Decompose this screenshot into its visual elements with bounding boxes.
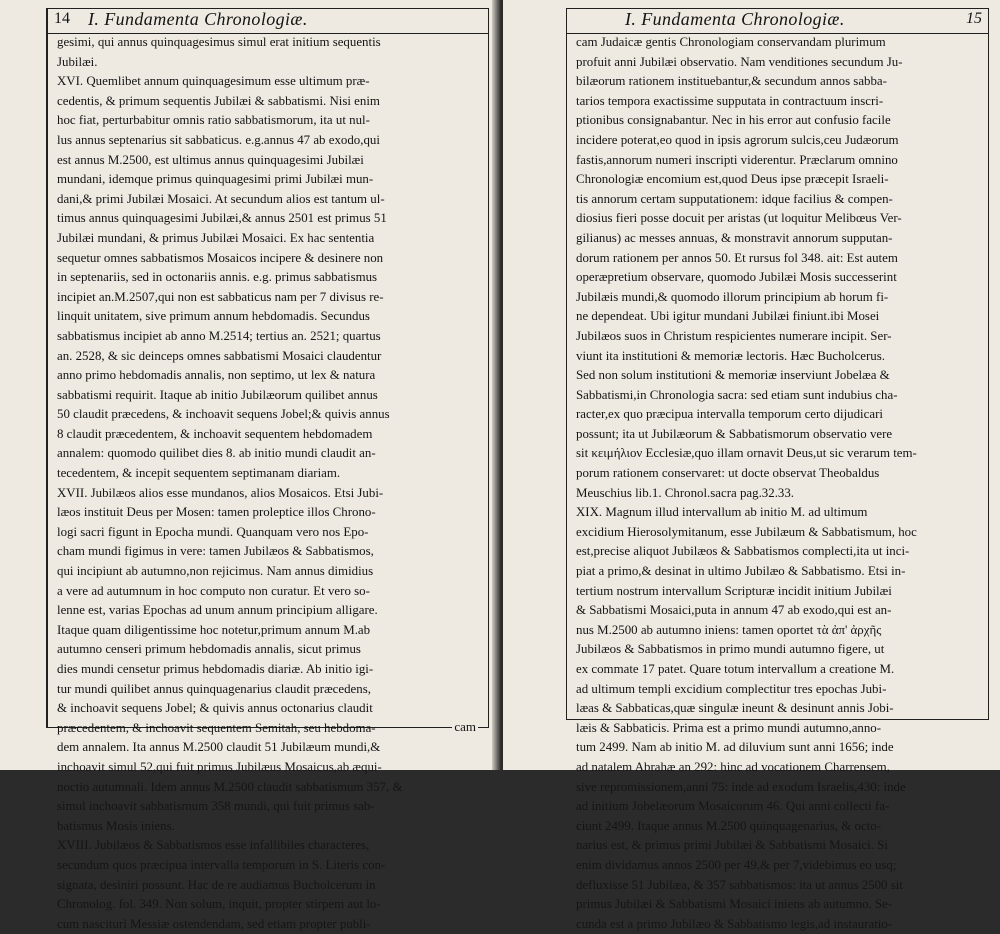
- text-line: tecedentem, & incepit sequentem septimanam diariam.: [57, 466, 341, 481]
- text-line: læos instituit Deus per Mosen: tamen proleptice illos Chrono-: [57, 505, 376, 520]
- right-text-frame: [566, 8, 989, 931]
- text-line: cedentis, & primum sequentis Jubilæi & sabbatismi. Nisi enim: [57, 93, 380, 108]
- left-page: [0, 0, 497, 931]
- text-line: noctio autumnali. Idem annus M.2500 claudit sabbatismum 357, &: [57, 779, 403, 794]
- text-line: anno primo hebdomadis annalis, non septimo, ut lex & natura: [57, 368, 376, 383]
- right-running-title: I. Fundamenta Chronologiæ.: [625, 9, 845, 29]
- text-line: Sabbatismi,in Chronologia sacra: sed etiam sunt indubius cha-: [576, 387, 898, 402]
- text-line: an. 2528, & sic deinceps omnes sabbatismi Mosaici claudentur: [57, 348, 382, 363]
- text-line: cham mundi figimus in vere: tamen Jubilæos & Sabbatismos,: [57, 544, 374, 559]
- text-line: incidere poterat,eo quod in ipsis agrorum sulcis,ceu Judæorum: [576, 132, 899, 147]
- text-line: possunt; ita ut Jubilæorum & Sabbatismorum observatio vere: [576, 426, 893, 441]
- text-line: incipiet an.M.2507,qui non est sabbaticus nam per 7 divisus re-: [57, 289, 384, 304]
- text-line: Jubilæi.: [57, 54, 98, 69]
- text-line: Chronolog. fol. 349. Non solum, inquit, propter stirpem aut lo-: [57, 897, 381, 912]
- right-page-body: [576, 33, 980, 934]
- text-line: & Sabbatismi Mosaici,puta in annum 47 ab exodo,qui est an-: [576, 603, 892, 618]
- text-line: cum nasciturì Messiæ ostendendam, sed etiam propter publi-: [57, 916, 371, 931]
- left-text-frame: [46, 8, 489, 931]
- text-line: tur mundi quilibet annus quinquagenarius claudit præcedens,: [57, 681, 371, 696]
- text-line: logi sacri figunt in Epocha mundi. Quanquam vero nos Epo-: [57, 524, 369, 539]
- text-line: 8 claudit præcedentem, & inchoavit sequentem hebdomadem: [57, 426, 373, 441]
- text-line: est annus M.2500, est ultimus annus quinquagesimi Jubilæi: [57, 152, 364, 167]
- text-line: piat a primo,& desinat in ultimo Jubilæo & Sabbatismo. Etsi in-: [576, 564, 906, 579]
- text-line: lenne est, varias Epochas ad unum annum principium alligare.: [57, 603, 378, 618]
- text-line: hoc fiat, perturbabitur omnis ratio sabbatismorum, ita ut nul-: [57, 113, 370, 128]
- text-line: defluxisse 51 Jubilæa, & 357 sabbatismos: ita ut annus 2500 sit: [576, 877, 903, 892]
- text-line: secundum quos præcipua intervalla temporum in S. Literis con-: [57, 857, 386, 872]
- text-line: nus M.2500 ab autumno iniens: tamen oportet τὰ ἀπ' ἀρχῆς: [576, 622, 882, 637]
- text-line: sive repromissionem,anni 75: inde ad exodum Israelis,430: inde: [576, 779, 906, 794]
- text-line: timus annus quinquagesimi Jubilæi,& annus 2501 est primus 51: [57, 211, 387, 226]
- text-line: læis & Sabbaticis. Prima est a primo mundi autumno,anno-: [576, 720, 882, 735]
- catchword: cam: [454, 719, 476, 734]
- text-line: linquit unitatem, sive primum annum hebdomadis. Secundus: [57, 309, 370, 324]
- text-line: autumno censeri primum hebdomadis annalis, sicut primus: [57, 642, 361, 657]
- text-line: sit κειμήλιον Ecclesiæ,quo illam ornavit Deus,ut sic verarum tem-: [576, 446, 917, 461]
- text-line: tarios tempora exactissime supputata in contractuum inscri-: [576, 93, 884, 108]
- text-line: narius est, & primus primi Jubilæi & Sabbatismi Mosaici. Si: [576, 838, 888, 853]
- text-line: tis annorum certam supputationem: idque facilius & compen-: [576, 191, 893, 206]
- text-line: gesimi, qui annus quinquagesimus simul erat initium sequentis: [57, 35, 381, 49]
- text-line: XVIII. Jubilæos & Sabbatismos esse infallibiles characteres,: [57, 838, 370, 853]
- left-running-header: [48, 9, 488, 34]
- text-line: Itaque quam diligentissime hoc notetur,primum annum M.ab: [57, 622, 371, 637]
- text-line: Jubilæi mundani, & primus Jubilæi Mosaici. Ex hac sententia: [57, 230, 375, 245]
- text-line: qui incipiunt ab autumno,non rejicimus. Nam annus dimidius: [57, 564, 374, 579]
- text-line: ciunt 2499. Itaque annus M.2500 quinquagenarius, & octo-: [576, 818, 882, 833]
- text-line: enim dividamus annos 2500 per 49,& per 7,videbimus eo usq;: [576, 857, 897, 872]
- text-line: ex commate 17 patet. Quare totum intervallum a creatione M.: [576, 662, 895, 676]
- text-line: excidium Hierosolymitanum, esse Jubilæum & Sabbatismum, hoc: [576, 524, 917, 539]
- text-line: Jubilæos & Sabbatismos in primo mundi autumno figere, ut: [576, 642, 885, 657]
- text-line: sequetur omnes sabbatismos Mosaicos incipere & desinere non: [57, 250, 384, 265]
- text-line: dorum rationem per annos 50. Et rursus fol 348. ait: Est autem: [576, 250, 898, 265]
- text-line: tum 2499. Nam ab initio M. ad diluvium sunt anni 1656; inde: [576, 740, 894, 755]
- left-page-body: [57, 33, 480, 934]
- text-line: primus Jubilæi & Sabbatismi Mosaici iniens ab autumno. Se-: [576, 897, 893, 912]
- text-line: cunda est a primo Jubilæo & Sabbatismo legis,ad instauratio-: [576, 916, 893, 931]
- right-page-number: 15: [966, 10, 982, 27]
- text-line: ad ultimum templi excidium complectitur tres epochas Jubi-: [576, 681, 887, 696]
- text-line: XVI. Quemlibet annum quinquagesimum esse ultimum præ-: [57, 74, 370, 89]
- text-line: cam Judaicæ gentis Chronologiam conservandam plurimum: [576, 35, 886, 49]
- text-line: a vere ad autumnum in hoc computo non curatur. Et vero so-: [57, 583, 370, 598]
- right-running-header: [567, 9, 988, 34]
- text-line: Jubilæos suos in Christum respicientes numerare incipit. Ser-: [576, 328, 892, 343]
- text-line: dani,& primi Jubilæi Mosaici. At secundum alios est tantum ul-: [57, 191, 385, 206]
- text-line: signata, desiniri possunt. Hac de re audiamus Bucholcerum in: [57, 877, 376, 892]
- text-line: batismus Mosis iniens.: [57, 818, 175, 833]
- text-line: est,precise aliquot Jubilæos & Sabbatismos complecti,ita ut inci-: [576, 544, 910, 559]
- text-line: tertium nostrum intervallum Scripturæ incidit initium Jubilæi: [576, 583, 892, 598]
- text-line: præcedentem, & inchoavit sequentem Semitah, seu hebdoma-: [57, 720, 376, 735]
- text-line: inchoavit simul 52,qui fuit primus Jubilæus Mosaicus,ab æqui-: [57, 759, 382, 774]
- right-page: [503, 0, 1000, 931]
- text-line: Sed non solum institutioni & memoriæ inserviunt Jobelæa &: [576, 368, 890, 383]
- text-line: profuit anni Jubilæi observatio. Nam venditiones secundum Ju-: [576, 54, 903, 69]
- text-line: ad initium Jobelæorum Mosaicorum 46. Qui anni collecti fa-: [576, 799, 890, 814]
- text-line: porum rationem conservaret: ut docte observat Theobaldus: [576, 466, 880, 481]
- text-line: XIX. Magnum illud intervallum ab initio M. ad ultimum: [576, 505, 868, 520]
- text-line: fastis,annorum numeri inscripti viderentur. Præclarum omnino: [576, 152, 898, 167]
- text-line: Chronologiæ encomium est,quod Deus ipse præcepit Israeli-: [576, 172, 889, 187]
- text-line: ptionibus consignabantur. Nec in his error aut confusio facile: [576, 113, 891, 128]
- text-line: racter,ex quo præcipua intervalla temporum certo dijudicari: [576, 407, 883, 422]
- text-line: bilæorum rationem instituebantur,& secundum annos sabba-: [576, 74, 887, 89]
- text-line: simul inchoavit sabbatismum 358 mundi, qui fuit primus sab-: [57, 799, 375, 814]
- text-line: dem annalem. Ita annus M.2500 claudit 51 Jubilæum mundi,&: [57, 740, 381, 755]
- text-line: ne dependeat. Ubi igitur mundani Jubilæi finiunt.ibi Mosei: [576, 309, 880, 324]
- text-line: lus annus septenarius sit sabbaticus. e.g.annus 47 ab exodo,qui: [57, 132, 380, 147]
- text-line: 50 claudit præcedens, & inchoavit sequens Jobel;& quivis annus: [57, 407, 390, 422]
- left-page-number: 14: [54, 10, 70, 27]
- text-line: ad natalem Abrahæ an 292: hinc ad vocationem Charrensem,: [576, 759, 890, 774]
- text-line: gilianus) ac messes annuas, & monstravit annorum supputan-: [576, 230, 893, 245]
- text-line: operæpretium observare, quomodo Jubilæi Mosis successerint: [576, 270, 897, 285]
- text-line: XVII. Jubilæos alios esse mundanos, alios Mosaicos. Etsi Jubi-: [57, 485, 384, 500]
- text-line: & inchoavit sequens Jobel; & quivis annus octonarius claudit: [57, 701, 373, 716]
- text-line: viunt ita institutioni & memoriæ lectoris. Hæc Bucholcerus.: [576, 348, 885, 363]
- left-running-title: I. Fundamenta Chronologiæ.: [88, 9, 308, 29]
- text-line: annalem: quomodo quilibet dies 8. ab initio mundi claudit an-: [57, 446, 376, 461]
- text-line: dies mundi censetur primus hebdomadis diariæ. Ab initio igi-: [57, 662, 374, 676]
- text-line: sabbatismus incipiet ab anno M.2514; tertius an. 2521; quartus: [57, 328, 381, 343]
- text-line: læas & Sabbaticas,quæ singulæ ineunt & desinunt annis Jobi-: [576, 701, 894, 716]
- text-line: in septenariis, sed in octonariis annis. e.g. primus sabbatismus: [57, 270, 378, 285]
- text-line: sabbatismi requirit. Itaque ab initio Jubilæorum quilibet annus: [57, 387, 378, 402]
- text-line: Meuschius lib.1. Chronol.sacra pag.32.33.: [576, 485, 795, 500]
- text-line: mundani, idemque primus quinquagesimi primi Jubilæi mun-: [57, 172, 374, 187]
- text-line: diosius fieri posse docuit per aristas (ut loquitur Melibœus Ver-: [576, 211, 902, 226]
- text-line: Jubilæis mundi,& quomodo illorum principium ab horum fi-: [576, 289, 889, 304]
